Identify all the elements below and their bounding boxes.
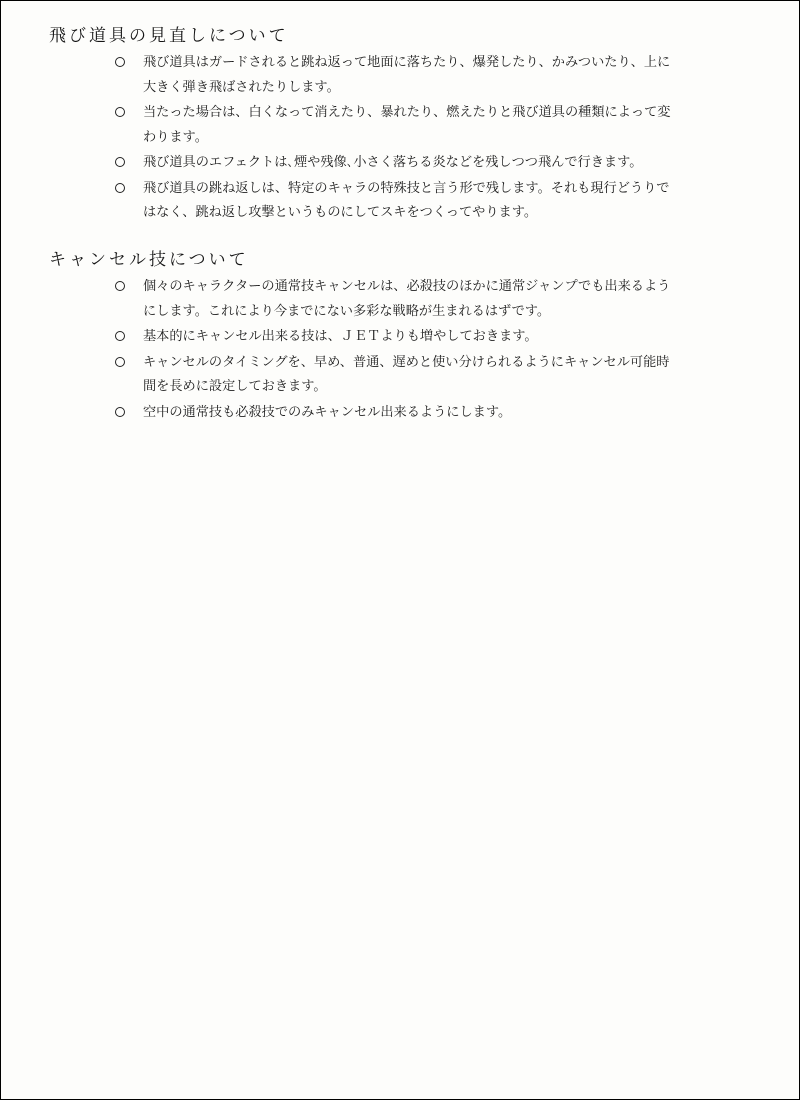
list-item: [49, 401, 733, 426]
list-item: [49, 177, 733, 226]
bullet-list: [49, 51, 749, 226]
list-item: [49, 325, 733, 350]
item-line: 個々のキャラクターの通常技キャンセルは、必殺技のほかに通常ジャンプでも出来るよう: [143, 279, 671, 294]
circle-bullet-icon: [115, 331, 125, 341]
bullet-list: [49, 275, 749, 425]
section-heading: キャンセル技について: [49, 250, 249, 270]
circle-bullet-icon: [115, 107, 125, 117]
circle-bullet-icon: [115, 357, 125, 367]
item-line: わります。: [143, 129, 208, 145]
item-line: にします。これにより今までにない多彩な戦略が生まれるはずです。: [143, 303, 551, 319]
list-item: [49, 275, 733, 324]
list-item: [49, 51, 733, 100]
circle-bullet-icon: [115, 281, 125, 291]
item-line: 空中の通常技も必殺技でのみキャンセル出来るようにします。: [143, 404, 512, 420]
list-item: [49, 151, 733, 176]
circle-bullet-icon: [115, 407, 125, 417]
section-projectiles: [49, 23, 749, 227]
item-line: 当たった場合は、白くなって消えたり、暴れたり、燃えたりと飛び道具の種類によって変: [143, 105, 671, 120]
circle-bullet-icon: [115, 183, 125, 193]
section-heading: 飛び道具の見直しについて: [49, 26, 289, 46]
item-line: 飛び道具の跳ね返しは、特定のキャラの特殊技と言う形で残します。それも現行どうりで: [143, 180, 670, 196]
item-line: 飛び道具のエフェクトは､煙や残像､小さく落ちる炎などを残しつつ飛んで行きます。: [143, 155, 643, 170]
item-line: 間を長めに設定しておきます。: [143, 379, 327, 394]
item-line: 基本的にキャンセル出来る技は、ＪＥＴよりも増やしておきます。: [143, 329, 538, 344]
section-cancel-moves: [49, 247, 749, 426]
item-line: キャンセルのタイミングを、早め、普通、遅めと使い分けられるようにキャンセル可能時: [143, 354, 670, 370]
list-item: [49, 101, 733, 150]
item-line: はなく、跳ね返し攻撃というものにしてスキをつくってやります。: [143, 205, 538, 220]
item-line: 大きく弾き飛ばされたりします。: [143, 79, 340, 95]
list-item: [49, 351, 733, 400]
circle-bullet-icon: [115, 57, 125, 67]
circle-bullet-icon: [115, 157, 125, 167]
item-line: 飛び道具はガードされると跳ね返って地面に落ちたり、爆発したり、かみついたり、上に: [143, 55, 671, 70]
